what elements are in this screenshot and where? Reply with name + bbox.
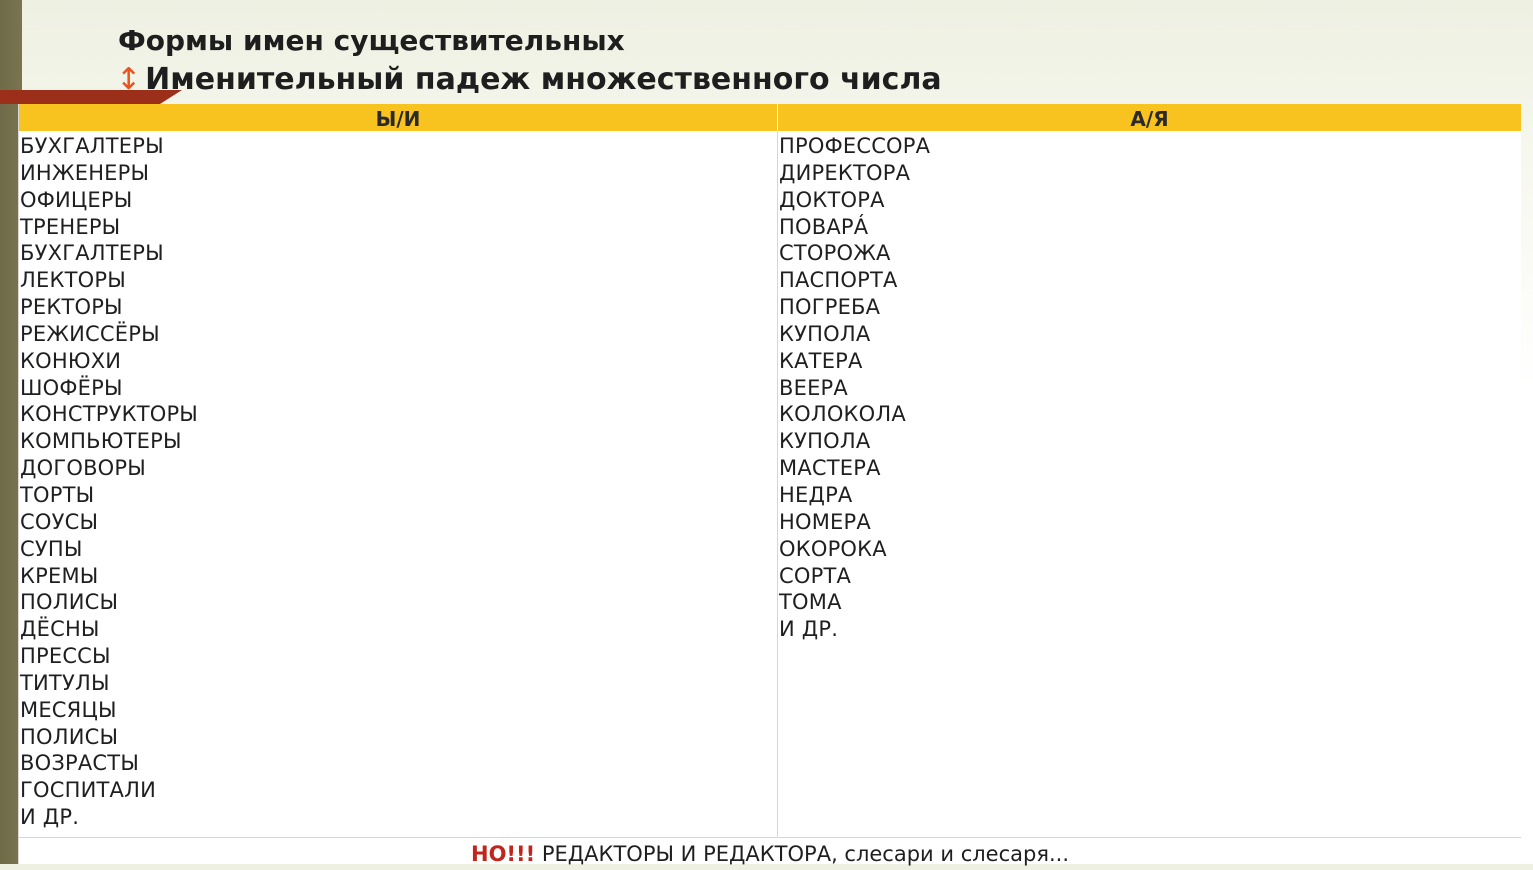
- list-item: СОРТА: [779, 563, 852, 588]
- list-item: ОФИЦЕРЫ: [20, 187, 133, 212]
- table-footer-note: [19, 837, 1521, 864]
- list-item: ПОЛИСЫ: [20, 590, 119, 615]
- list-item: МЕСЯЦЫ: [20, 697, 117, 722]
- up-down-arrow-icon: ↕: [116, 62, 142, 97]
- list-item: КОМПЬЮТЕРЫ: [20, 429, 182, 454]
- list-item: НОМЕРА: [779, 509, 871, 534]
- list-item: ГОСПИТАЛИ: [20, 778, 156, 803]
- list-item: РЕЖИССЁРЫ: [20, 321, 160, 346]
- list-item: И ДР.: [779, 617, 839, 642]
- list-item: ПРОФЕССОРА: [779, 134, 931, 158]
- list-item: ОКОРОКА: [779, 536, 887, 561]
- list-item: ДЁСНЫ: [20, 617, 100, 642]
- list-item: И ДР.: [20, 805, 80, 830]
- slide-title: Формы имен существительных: [118, 24, 625, 57]
- list-item: КРЕМЫ: [20, 563, 99, 588]
- list-item: НЕДРА: [779, 482, 853, 507]
- list-item: ВЕЕРА: [779, 375, 848, 400]
- list-item: КАТЕРА: [779, 348, 863, 373]
- list-item: БУХГАЛТЕРЫ: [20, 134, 164, 158]
- list-item: КОНСТРУКТОРЫ: [20, 402, 199, 427]
- list-item: ПОЛИСЫ: [20, 724, 119, 749]
- list-item: СОУСЫ: [20, 509, 99, 534]
- list-item: ТОМА: [779, 590, 842, 615]
- list-item: СТОРОЖА: [779, 241, 891, 266]
- list-item: ТРЕНЕРЫ: [20, 214, 121, 239]
- list-item: ИНЖЕНЕРЫ: [20, 160, 150, 185]
- list-item: ДИРЕКТОРА: [779, 160, 911, 185]
- table-header: [19, 104, 1521, 131]
- list-item: ДОКТОРА: [779, 187, 885, 212]
- list-item: КУПОЛА: [779, 321, 871, 346]
- list-item: СУПЫ: [20, 536, 83, 561]
- list-item: КУПОЛА: [779, 429, 871, 454]
- slide-subtitle-text: Именительный падеж множественного числа: [145, 62, 942, 97]
- list-item: ДОГОВОРЫ: [20, 456, 147, 481]
- list-item: ПОГРЕБА: [779, 295, 881, 320]
- list-item: МАСТЕРА: [779, 456, 881, 481]
- list-item: ТИТУЛЫ: [20, 670, 110, 695]
- list-item: ВОЗРАСТЫ: [20, 751, 140, 776]
- slide-subtitle: [116, 62, 942, 97]
- table-body: [19, 131, 1521, 837]
- noun-forms-table: [18, 104, 1521, 864]
- list-item: ТОРТЫ: [20, 482, 95, 507]
- list-item: КОЛОКОЛА: [779, 402, 906, 427]
- list-item: ПАСПОРТА: [779, 268, 898, 293]
- header-yi: Ы/И: [19, 104, 778, 131]
- list-item: ПРЕССЫ: [20, 644, 111, 669]
- header-aya: А/Я: [1130, 107, 1169, 131]
- column-yi: [19, 131, 778, 837]
- list-item: ПОВАРÁ: [779, 214, 869, 239]
- list-item: БУХГАЛТЕРЫ: [20, 241, 164, 266]
- footer-text: РЕДАКТОРЫ И РЕДАКТОРА, слесари и слесаря...: [535, 842, 1069, 866]
- column-aya: [778, 131, 1521, 837]
- list-item: ЛЕКТОРЫ: [20, 268, 126, 293]
- list-item: ШОФЁРЫ: [20, 375, 123, 400]
- list-item: РЕКТОРЫ: [20, 295, 123, 320]
- list-item: КОНЮХИ: [20, 348, 122, 373]
- footer-emphasis: НО!!!: [471, 842, 536, 866]
